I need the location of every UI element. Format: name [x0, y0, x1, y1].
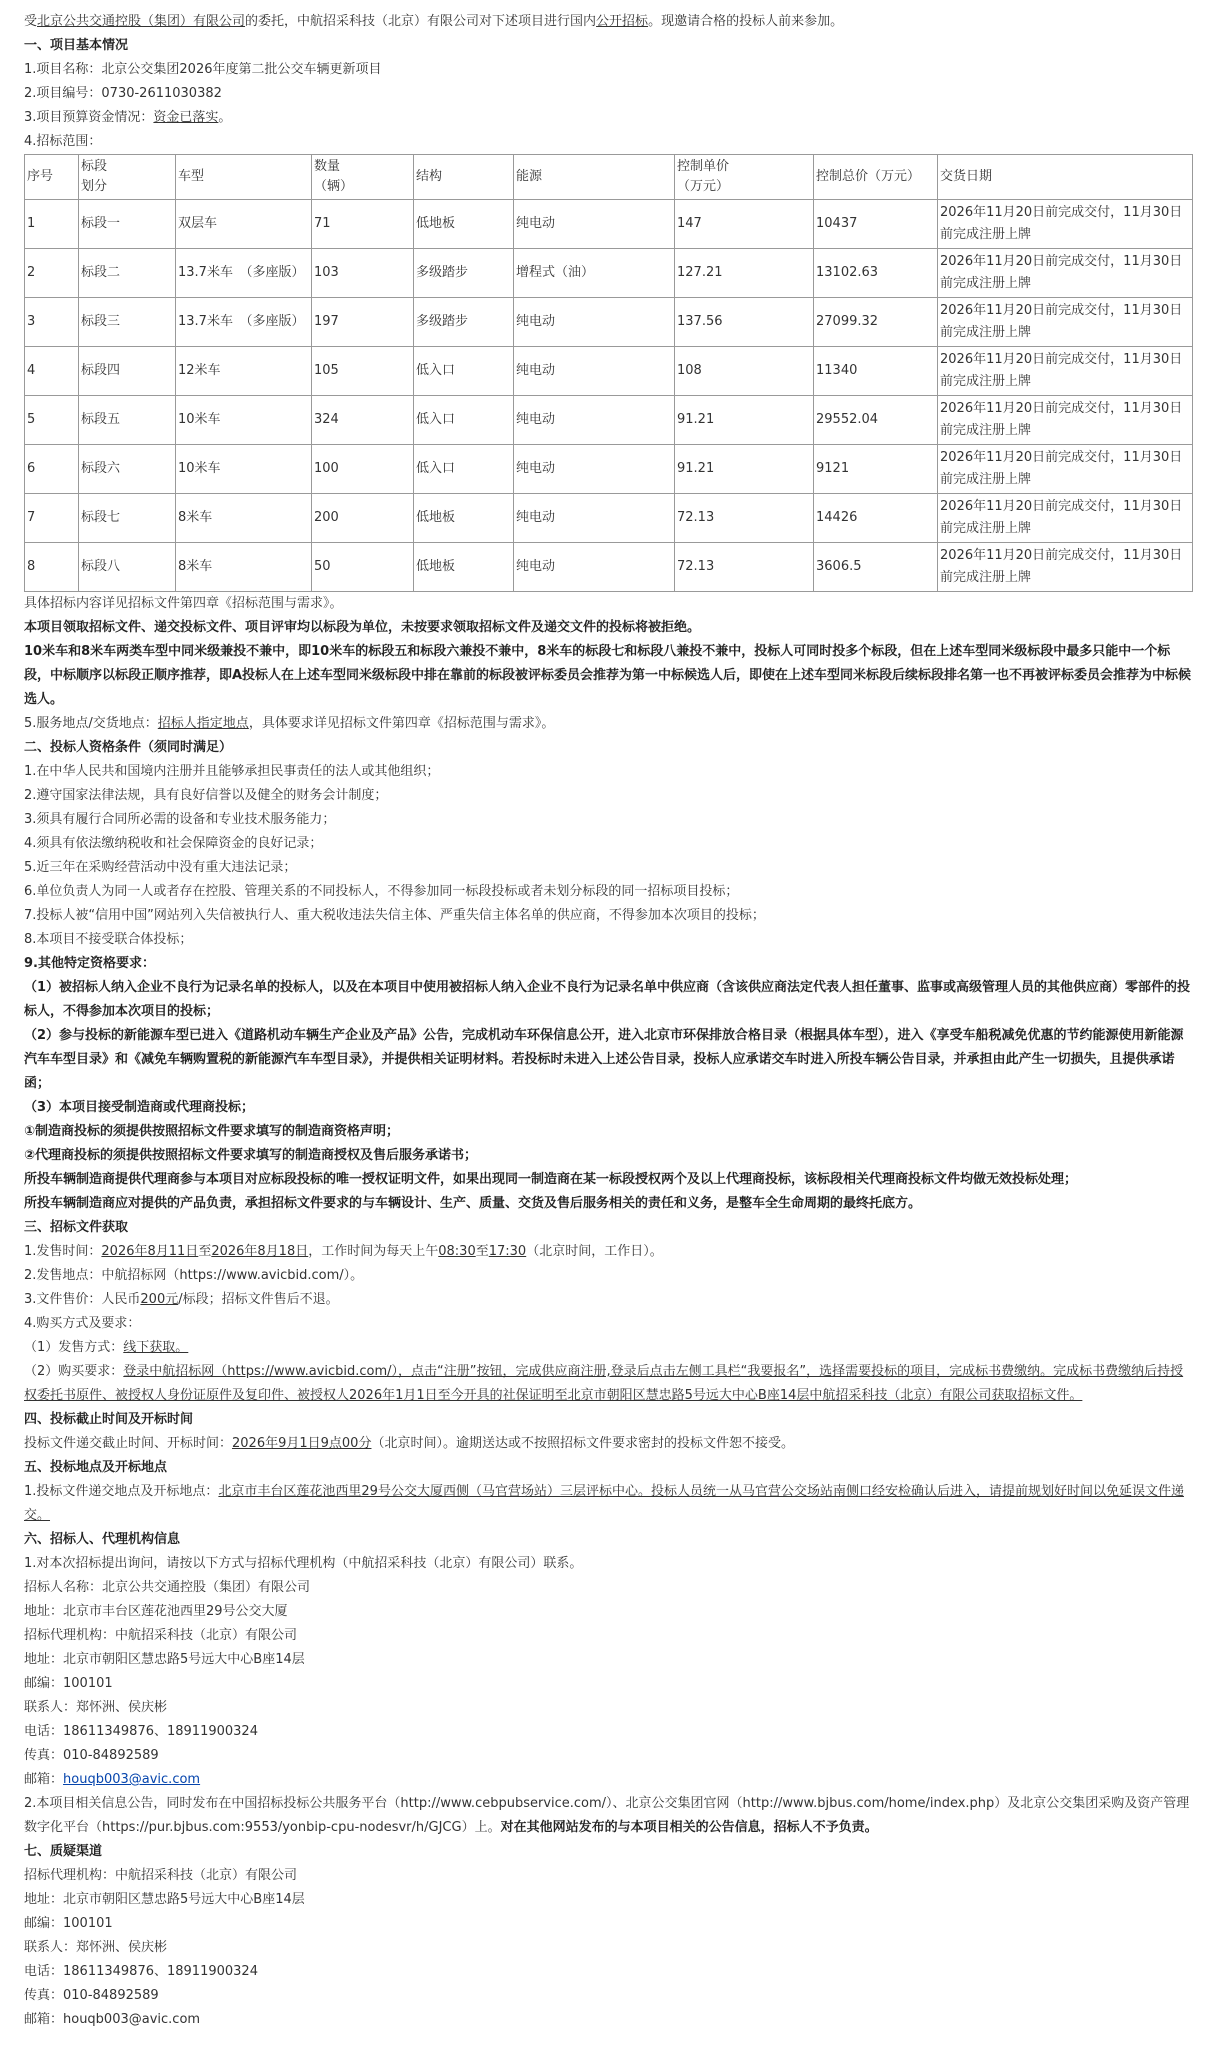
cell-delivery-date: 2026年11月20日前完成交付，11月30日前完成注册上牌	[938, 347, 1193, 396]
cell-vehicle-type: 10米车	[176, 396, 312, 445]
document-price: 3.文件售价：人民币200元/标段；招标文件售后不退。	[24, 1292, 339, 1307]
contact-line: 招标代理机构：中航招采科技（北京）有限公司	[24, 1628, 298, 1643]
contact-line: 邮编：100101	[24, 1676, 113, 1691]
manufacturer-responsibility: 所投车辆制造商应对提供的产品负责，承担招标文件要求的与车辆设计、生产、质量、交货及售后服务相关的责任和义务，是整车全生命周期的最终托底方。	[24, 1196, 922, 1211]
header-energy: 能源	[514, 155, 675, 200]
cell-vehicle-type: 8米车	[176, 494, 312, 543]
table-body	[25, 200, 1193, 592]
cell-vehicle-type: 13.7米车 （多座版）	[176, 298, 312, 347]
sale-place: 2.发售地点：中航招标网（https://www.avicbid.com/）。	[24, 1268, 364, 1283]
cell-energy: 纯电动	[514, 200, 675, 249]
contact-line: 地址：北京市丰台区莲花池西里29号公交大厦	[24, 1604, 288, 1619]
cell-energy: 增程式（油）	[514, 249, 675, 298]
header-unit-price: 控制单价 （万元）	[675, 155, 814, 200]
complaint-line: 邮箱：houqb003@avic.com	[24, 2012, 201, 2027]
cell-unit-price: 72.13	[675, 494, 814, 543]
special-requirement-3: （3）本项目接受制造商或代理商投标；	[24, 1100, 255, 1115]
sale-end-date: 2026年8月18日	[211, 1244, 309, 1259]
disclaimer: 对在其他网站发布的与本项目相关的公告信息，招标人不予负责。	[500, 1820, 878, 1835]
deadline: 投标文件递交截止时间、开标时间：2026年9月1日9点00分（北京时间）。逾期送达或不按照招标文件要求密封的投标文件恕不接受。	[24, 1436, 794, 1451]
offline-link[interactable]: 线下获取。	[123, 1340, 189, 1355]
complaint-line: 地址：北京市朝阳区慧忠路5号远大中心B座14层	[24, 1892, 305, 1907]
cell-lot: 标段三	[79, 298, 176, 347]
section-2-title: 二、投标人资格条件（须同时满足）	[24, 740, 233, 755]
cell-unit-price: 137.56	[675, 298, 814, 347]
complaint-line: 联系人：郑怀洲、侯庆彬	[24, 1940, 168, 1955]
cell-total-price: 14426	[814, 494, 938, 543]
cell-unit-price: 91.21	[675, 445, 814, 494]
cell-unit-price: 72.13	[675, 543, 814, 592]
qualification-item: 8.本项目不接受联合体投标；	[24, 932, 193, 947]
section-5-title: 五、投标地点及开标地点	[24, 1460, 168, 1475]
public-bid-link[interactable]: 公开招标	[596, 14, 649, 29]
cell-unit-price: 147	[675, 200, 814, 249]
cell-delivery-date: 2026年11月20日前完成交付，11月30日前完成注册上牌	[938, 249, 1193, 298]
cell-unit-price: 91.21	[675, 396, 814, 445]
cell-quantity: 71	[312, 200, 414, 249]
cell-total-price: 3606.5	[814, 543, 938, 592]
project-name: 1.项目名称：北京公交集团2026年度第二批公交车辆更新项目	[24, 62, 382, 77]
project-number: 2.项目编号：0730-2611030382	[24, 86, 222, 101]
cell-delivery-date: 2026年11月20日前完成交付，11月30日前完成注册上牌	[938, 298, 1193, 347]
complaint-line: 邮编：100101	[24, 1916, 113, 1931]
email-link[interactable]: houqb003@avic.com	[63, 1772, 201, 1787]
work-start-time: 08:30	[438, 1244, 476, 1259]
cell-energy: 纯电动	[514, 347, 675, 396]
cell-total-price: 10437	[814, 200, 938, 249]
cell-vehicle-type: 8米车	[176, 543, 312, 592]
table-row	[25, 396, 1193, 445]
lot-rule-1: 本项目领取招标文件、递交投标文件、项目评审均以标段为单位，未按要求领取招标文件及递交文件的投标将被拒绝。	[24, 620, 701, 635]
table-row	[25, 543, 1193, 592]
deadline-date: 2026年9月1日9点00分	[232, 1436, 372, 1451]
qualification-item: 3.须具有履行合同所必需的设备和专业技术服务能力；	[24, 812, 336, 827]
header-total-price: 控制总价（万元）	[814, 155, 938, 200]
cell-index: 7	[25, 494, 79, 543]
header-index: 序号	[25, 155, 79, 200]
complaint-line: 传真：010-84892589	[24, 1988, 159, 2003]
contact-intro: 1.对本次招标提出询问，请按以下方式与招标代理机构（中航招采科技（北京）有限公司）联系。	[24, 1556, 583, 1571]
contact-line: 电话：18611349876、18911900324	[24, 1724, 258, 1739]
cell-energy: 纯电动	[514, 298, 675, 347]
intro-middle: 的委托，中航招采科技（北京）有限公司对下述项目进行国内	[245, 14, 597, 29]
cell-quantity: 197	[312, 298, 414, 347]
cell-structure: 低入口	[414, 347, 514, 396]
cell-index: 1	[25, 200, 79, 249]
sale-start-date: 2026年8月11日	[101, 1244, 199, 1259]
cell-energy: 纯电动	[514, 494, 675, 543]
cell-structure: 低入口	[414, 396, 514, 445]
work-end-time: 17:30	[488, 1244, 527, 1259]
announcement-page	[24, 10, 1192, 2032]
designated-location-link[interactable]: 招标人指定地点	[157, 716, 249, 731]
cell-structure: 低入口	[414, 445, 514, 494]
cell-total-price: 27099.32	[814, 298, 938, 347]
table-row	[25, 347, 1193, 396]
cell-index: 3	[25, 298, 79, 347]
delivery-location: 5.服务地点/交货地点：招标人指定地点，具体要求详见招标文件第四章《招标范围与需求》。	[24, 716, 555, 731]
sale-method: （1）发售方式：线下获取。	[24, 1340, 189, 1355]
cell-total-price: 11340	[814, 347, 938, 396]
cell-delivery-date: 2026年11月20日前完成交付，11月30日前完成注册上牌	[938, 445, 1193, 494]
section-4-title: 四、投标截止时间及开标时间	[24, 1412, 194, 1427]
cell-structure: 低地板	[414, 543, 514, 592]
cell-index: 5	[25, 396, 79, 445]
cell-delivery-date: 2026年11月20日前完成交付，11月30日前完成注册上牌	[938, 543, 1193, 592]
cell-lot: 标段七	[79, 494, 176, 543]
bid-location-link[interactable]: 北京市丰台区莲花池西里29号公交大厦西侧（马官营场站）三层评标中心。投标人员统一从马官营公交场站南侧口经安检确认后进入，请提前规划好时间以免延误文件递交。	[24, 1484, 1184, 1523]
cell-energy: 纯电动	[514, 543, 675, 592]
table-row	[25, 298, 1193, 347]
bid-scope-label: 4.招标范围：	[24, 134, 102, 149]
cell-structure: 低地板	[414, 200, 514, 249]
cell-energy: 纯电动	[514, 445, 675, 494]
bid-lots-table	[24, 154, 1193, 592]
section-7-title: 七、质疑渠道	[24, 1844, 103, 1859]
special-requirement-2: （2）参与投标的新能源车型已进入《道路机动车辆生产企业及产品》公告，完成机动车环保信息公开，进入北京市环保排放合格目录（根据具体车型），进入《享受车船税减免优惠的节约能源使用新能源汽车车型目录》和《减免车辆购置税的新能源汽车车型目录》，并提供相关证明材料。若投标时未进入上述公告目录，投标人应承诺交车时进入所投车辆公告目录，并承担由此产生一切损失，且提供承诺函；	[24, 1028, 1184, 1091]
sale-time: 1.发售时间：2026年8月11日至2026年8月18日，工作时间为每天上午08:30至17:30（北京时间，工作日）。	[24, 1244, 663, 1259]
cell-vehicle-type: 双层车	[176, 200, 312, 249]
table-row	[25, 494, 1193, 543]
qualification-item: 6.单位负责人为同一人或者存在控股、管理关系的不同投标人，不得参加同一标段投标或者未划分标段的同一招标项目投标；	[24, 884, 739, 899]
purchase-requirements: （2）购买要求：登录中航招标网（https://www.avicbid.com/），点击“注册”按钮，完成供应商注册,登录后点击左侧工具栏“我要报名”，选择需要投标的项目，完成标书费缴纳。完成标书费缴纳后持授权委托书原件、被授权人身份证原件及复印件、被授权人2026年1月1日至今开具的社保证明至北京市朝阳区慧忠路5号远大中心B座14层中航招采科技（北京）有限公司获取招标文件。	[24, 1364, 1184, 1403]
cell-lot: 标段一	[79, 200, 176, 249]
cell-index: 6	[25, 445, 79, 494]
cell-quantity: 100	[312, 445, 414, 494]
budget-status: 3.项目预算资金情况：资金已落实。	[24, 110, 232, 125]
contact-line: 地址：北京市朝阳区慧忠路5号远大中心B座14层	[24, 1652, 305, 1667]
contact-line: 传真：010-84892589	[24, 1748, 159, 1763]
cell-vehicle-type: 12米车	[176, 347, 312, 396]
table-header-row	[25, 155, 1193, 200]
cell-delivery-date: 2026年11月20日前完成交付，11月30日前完成注册上牌	[938, 200, 1193, 249]
cell-lot: 标段六	[79, 445, 176, 494]
cell-vehicle-type: 13.7米车 （多座版）	[176, 249, 312, 298]
complaint-line: 招标代理机构：中航招采科技（北京）有限公司	[24, 1868, 298, 1883]
budget-link[interactable]: 资金已落实	[153, 110, 219, 125]
cell-index: 4	[25, 347, 79, 396]
cell-lot: 标段八	[79, 543, 176, 592]
manufacturer-requirement: ①制造商投标的须提供按照招标文件要求填写的制造商资格声明；	[24, 1124, 400, 1139]
scope-note: 具体招标内容详见招标文件第四章《招标范围与需求》。	[24, 596, 343, 611]
cell-lot: 标段二	[79, 249, 176, 298]
cell-delivery-date: 2026年11月20日前完成交付，11月30日前完成注册上牌	[938, 396, 1193, 445]
section-6-title: 六、招标人、代理机构信息	[24, 1532, 181, 1547]
header-quantity: 数量 （辆）	[312, 155, 414, 200]
bid-location: 1.投标文件递交地点及开标地点：北京市丰台区莲花池西里29号公交大厦西侧（马官营场站）三层评标中心。投标人员统一从马官营公交场站南侧口经安检确认后进入，请提前规划好时间以免延误文件递交。	[24, 1484, 1184, 1523]
section-3-title: 三、招标文件获取	[24, 1220, 129, 1235]
header-structure: 结构	[414, 155, 514, 200]
cell-structure: 多级踏步	[414, 249, 514, 298]
cell-quantity: 103	[312, 249, 414, 298]
authorization-requirement: 所投车辆制造商提供代理商参与本项目对应标段投标的唯一授权证明文件，如果出现同一制造商在某一标段授权两个及以上代理商投标，该标段相关代理商投标文件均做无效投标处理；	[24, 1172, 1078, 1187]
cell-quantity: 105	[312, 347, 414, 396]
special-requirements-title: 9.其他特定资格要求：	[24, 956, 155, 971]
complaint-line: 电话：18611349876、18911900324	[24, 1964, 258, 1979]
cell-structure: 多级踏步	[414, 298, 514, 347]
header-delivery-date: 交货日期	[938, 155, 1193, 200]
cell-lot: 标段四	[79, 347, 176, 396]
cell-total-price: 29552.04	[814, 396, 938, 445]
section-1-title: 一、项目基本情况	[24, 38, 129, 53]
cell-delivery-date: 2026年11月20日前完成交付，11月30日前完成注册上牌	[938, 494, 1193, 543]
cell-quantity: 200	[312, 494, 414, 543]
cell-total-price: 13102.63	[814, 249, 938, 298]
cell-vehicle-type: 10米车	[176, 445, 312, 494]
cell-total-price: 9121	[814, 445, 938, 494]
intro-prefix: 受	[24, 14, 38, 29]
qualification-item: 1.在中华人民共和国境内注册并且能够承担民事责任的法人或其他组织；	[24, 764, 440, 779]
publication-notice: 2.本项目相关信息公告，同时发布在中国招标投标公共服务平台（http://www.cebpubservice.com/）、北京公交集团官网（http://www.bjbus.com/home/index.php）及北京公交集团采购及资产管理数字化平台（https://pur.bjbus.com:9553/yonbip-cpu-nodesvr/h/GJCG）上。对在其他网站发布的与本项目相关的公告信息，招标人不予负责。	[24, 1796, 1190, 1835]
cell-index: 2	[25, 249, 79, 298]
purchase-requirements-link[interactable]: 登录中航招标网（https://www.avicbid.com/），点击“注册”按钮，完成供应商注册,登录后点击左侧工具栏“我要报名”，选择需要投标的项目，完成标书费缴纳。完成标书费缴纳后持授权委托书原件、被授权人身份证原件及复印件、被授权人2026年1月1日至今开具的社保证明至北京市朝阳区慧忠路5号远大中心B座14层中航招采科技（北京）有限公司获取招标文件。	[24, 1364, 1184, 1403]
header-vehicle-type: 车型	[176, 155, 312, 200]
cell-quantity: 324	[312, 396, 414, 445]
lot-rule-2: 10米车和8米车两类车型中同米级兼投不兼中，即10米车的标段五和标段六兼投不兼中，8米车的标段七和标段八兼投不兼中，投标人可同时投多个标段，但在上述车型同米级标段中最多只能中一个标段，中标顺序以标段正顺序推荐，即A投标人在上述车型同米级标段中排在靠前的标段被评标委员会推荐为第一中标候选人后，即使在上述车型同米标段后续标段排名第一也不再被评标委员会推荐为中标候选人。	[24, 644, 1192, 707]
intro-paragraph	[24, 10, 1192, 34]
contact-line: 招标人名称：北京公共交通控股（集团）有限公司	[24, 1580, 311, 1595]
cell-lot: 标段五	[79, 396, 176, 445]
table-row	[25, 445, 1193, 494]
special-requirement-1: （1）被招标人纳入企业不良行为记录名单的投标人，以及在本项目中使用被招标人纳入企业不良行为记录名单中供应商（含该供应商法定代表人担任董事、监事或高级管理人员的其他供应商）零部件的投标人，不得参加本次项目的投标；	[24, 980, 1191, 1019]
email-line: 邮箱：houqb003@avic.com	[24, 1772, 201, 1787]
contact-line: 联系人：郑怀洲、侯庆彬	[24, 1700, 168, 1715]
qualification-item: 4.须具有依法缴纳税收和社会保障资金的良好记录；	[24, 836, 323, 851]
cell-energy: 纯电动	[514, 396, 675, 445]
table-row	[25, 249, 1193, 298]
agent-requirement: ②代理商投标的须提供按照招标文件要求填写的制造商授权及售后服务承诺书；	[24, 1148, 478, 1163]
purchase-method-title: 4.购买方式及要求：	[24, 1316, 141, 1331]
cell-unit-price: 127.21	[675, 249, 814, 298]
qualification-item: 7.投标人被“信用中国”网站列入失信被执行人、重大税收违法失信主体、严重失信主体名单的供应商，不得参加本次项目的投标；	[24, 908, 765, 923]
qualification-item: 5.近三年在采购经营活动中没有重大违法记录；	[24, 860, 297, 875]
cell-quantity: 50	[312, 543, 414, 592]
cell-unit-price: 108	[675, 347, 814, 396]
cell-structure: 低地板	[414, 494, 514, 543]
qualification-item: 2.遵守国家法律法规，具有良好信誉以及健全的财务会计制度；	[24, 788, 388, 803]
header-lot: 标段 划分	[79, 155, 176, 200]
price-value: 200元	[140, 1292, 179, 1307]
intro-suffix: 。现邀请合格的投标人前来参加。	[648, 14, 844, 29]
table-row	[25, 200, 1193, 249]
cell-index: 8	[25, 543, 79, 592]
tenderer-link[interactable]: 北京公共交通控股（集团）有限公司	[37, 14, 246, 29]
